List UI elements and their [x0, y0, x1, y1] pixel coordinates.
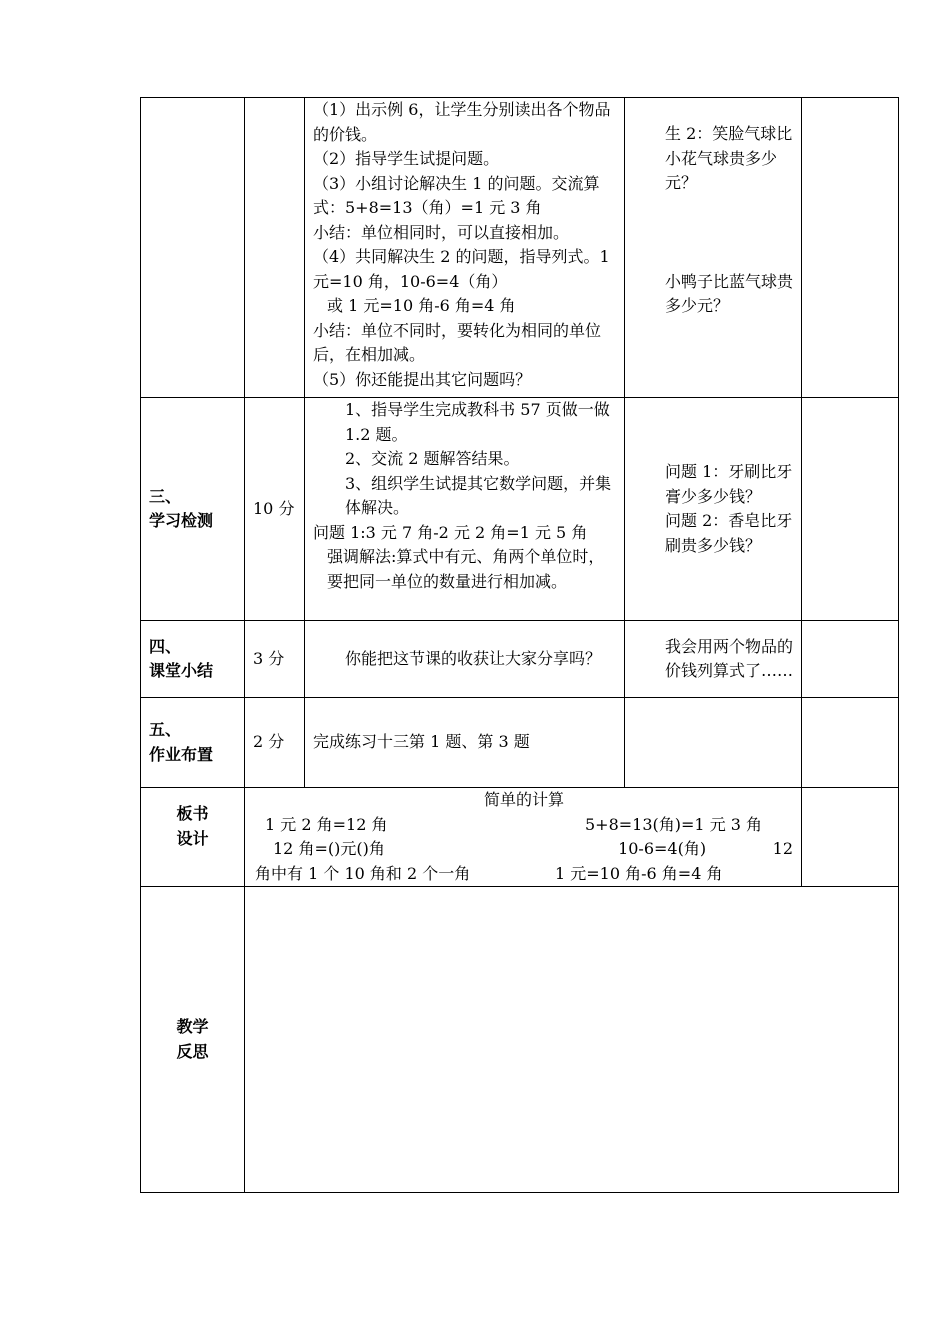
text-line: 生 2：笑脸气球比小花气球贵多少元？ — [665, 124, 793, 192]
text-line: 我会用两个物品的价钱列算式了…… — [665, 636, 794, 680]
student-activity-cell — [625, 621, 802, 698]
table-row — [141, 621, 899, 698]
time-cell — [245, 621, 305, 698]
table-row — [141, 398, 899, 621]
board-text: 12 角=()元()角 — [273, 839, 385, 858]
board-line — [255, 837, 793, 862]
text-line: （5）你还能提出其它问题吗？ — [313, 369, 532, 389]
text-line: 强调解法:算式中有元、角两个单位时，要把同一单位的数量进行相加减。 — [327, 547, 605, 591]
stage-number: 四、 — [149, 636, 182, 656]
note-cell — [802, 698, 899, 788]
board-text: 角中有 1 个 10 角和 2 个一角 — [255, 863, 471, 883]
board-content-cell — [245, 788, 802, 887]
text-line: （2）指导学生试提问题。 — [313, 149, 500, 168]
stage-name: 学习检测 — [149, 511, 214, 530]
reflection-label: 教学 — [176, 1017, 209, 1036]
time-cell — [245, 98, 305, 398]
text-line: 你能把这节课的收获让大家分享吗？ — [345, 648, 602, 668]
text-line: （1）出示例 6，让学生分别读出各个物品的价钱。 — [313, 100, 611, 144]
board-label-cell — [141, 788, 245, 887]
reflection-content-cell — [245, 887, 899, 1193]
text-line: 问题 1：牙刷比牙膏少多少钱？ — [665, 462, 793, 506]
stage-number: 三、 — [149, 486, 182, 506]
stage-cell — [141, 98, 245, 398]
board-label: 板书 — [176, 804, 209, 823]
text-line: 问题 1:3 元 7 角-2 元 2 角=1 元 5 角 — [313, 522, 588, 542]
stage-cell — [141, 621, 245, 698]
text-line: 小结：单位相同时，可以直接相加。 — [313, 222, 570, 242]
note-cell — [802, 621, 899, 698]
stage-cell — [141, 398, 245, 621]
text-line: 3、组织学生试提其它数学问题，并集体解决。 — [345, 473, 612, 517]
note-cell — [802, 398, 899, 621]
text-line: 1、指导学生完成教科书 57 页做一做 1.2 题。 — [345, 400, 610, 444]
text-line: 小鸭子比蓝气球贵多少元？ — [665, 271, 794, 315]
time-cell — [245, 698, 305, 788]
time-value: 2 分 — [253, 732, 285, 752]
teacher-activity-cell — [305, 621, 625, 698]
table-row — [141, 98, 899, 398]
board-text: 1 元 2 角=12 角 — [265, 814, 388, 834]
student-activity-cell — [625, 698, 802, 788]
text-line: 完成练习十三第 1 题、第 3 题 — [313, 732, 530, 752]
text-line: （3）小组讨论解决生 1 的问题。交流算式：5+8=13（角）=1 元 3 角 — [313, 173, 600, 217]
text-line: 2、交流 2 题解答结果。 — [345, 449, 520, 468]
stage-number: 五、 — [149, 720, 182, 739]
reflection-label-cell — [141, 887, 245, 1193]
lesson-plan-table — [140, 97, 899, 1193]
board-line — [255, 862, 793, 887]
text-line: 或 1 元=10 角-6 角=4 角 — [327, 296, 516, 315]
note-cell — [802, 788, 899, 887]
time-cell — [245, 398, 305, 621]
student-activity-cell — [625, 398, 802, 621]
board-line — [255, 813, 793, 838]
student-activity-cell — [625, 98, 802, 398]
reflection-label: 反思 — [176, 1041, 209, 1061]
board-text: 12 — [772, 839, 793, 858]
text-line: （4）共同解决生 2 的问题，指导列式。1 元=10 角，10-6=4（角） — [313, 247, 610, 291]
time-value: 3 分 — [253, 648, 285, 668]
stage-cell — [141, 698, 245, 788]
stage-name: 课堂小结 — [149, 661, 214, 680]
stage-name: 作业布置 — [149, 744, 214, 764]
board-text: 5+8=13(角)=1 元 3 角 — [585, 814, 763, 834]
board-label: 设计 — [176, 828, 209, 848]
board-text: 10-6=4(角) — [618, 839, 707, 858]
table-row — [141, 887, 899, 1193]
board-title: 简单的计算 — [483, 790, 564, 809]
table-row — [141, 788, 899, 887]
text-line: 小结：单位不同时，要转化为相同的单位后，在相加减。 — [313, 320, 602, 364]
table-row — [141, 698, 899, 788]
teacher-activity-cell — [305, 698, 625, 788]
time-value: 10 分 — [253, 498, 295, 518]
board-text: 1 元=10 角-6 角=4 角 — [555, 863, 723, 883]
teacher-activity-cell — [305, 398, 625, 621]
teacher-activity-cell — [305, 98, 625, 398]
note-cell — [802, 98, 899, 398]
text-line: 问题 2：香皂比牙刷贵多少钱？ — [665, 511, 793, 555]
